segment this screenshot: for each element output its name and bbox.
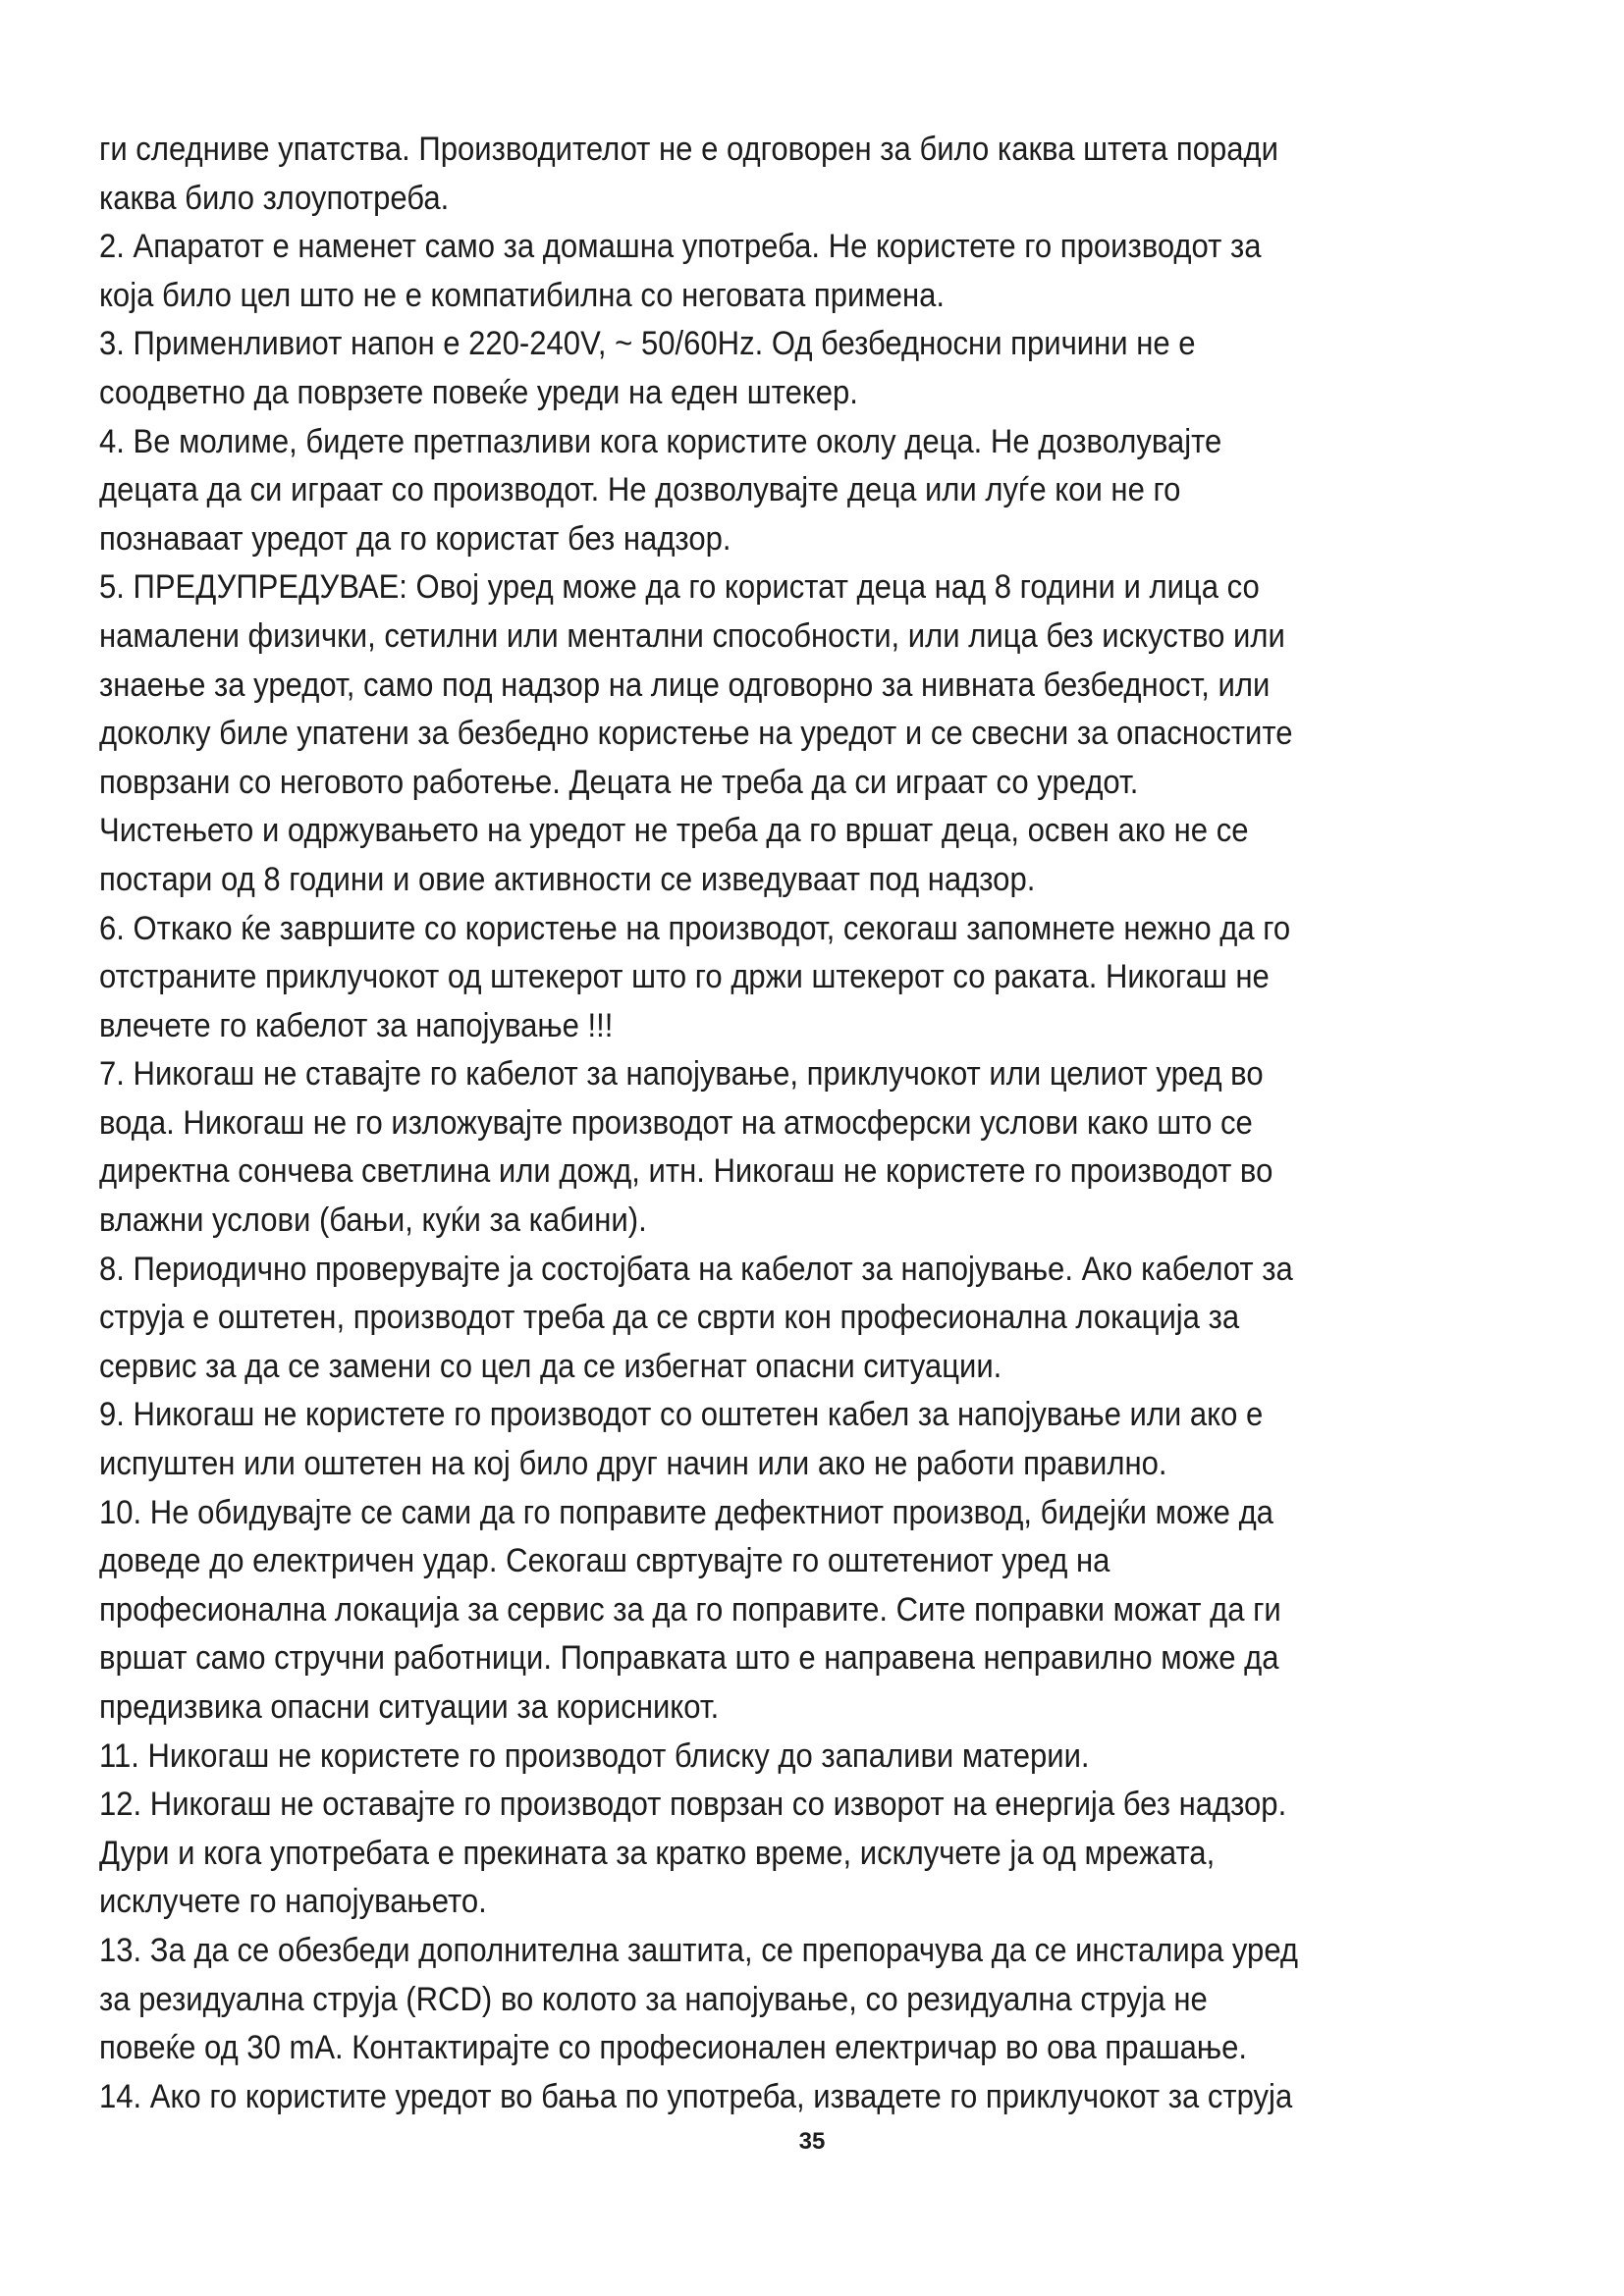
- text-line: влажни услови (бањи, куќи за кабини).: [99, 1201, 647, 1240]
- text-line: 9. Никогаш не користете го производот со оштетен кабел за напојување или ако е: [99, 1396, 1264, 1434]
- text-line: предизвика опасни ситуации за корисникот.: [99, 1688, 720, 1726]
- text-line: 2. Апаратот е наменет само за домашна употреба. Не користете го производот за: [99, 228, 1262, 266]
- text-line: децата да си играат со производот. Не дозволувајте деца или луѓе кои не го: [99, 471, 1181, 509]
- text-line: испуштен или оштетен на кој било друг начин или ако не работи правилно.: [99, 1445, 1167, 1483]
- text-line: која било цел што не е компатибилна со неговата примена.: [99, 276, 946, 314]
- text-line: 7. Никогаш не ставајте го кабелот за напојување, приклучокот или целиот уред во: [99, 1055, 1264, 1094]
- text-line: поврзани со неговото работење. Децата не треба да си играат со уредот.: [99, 763, 1139, 801]
- text-line: 14. Ако го користите уредот во бања по употреба, извадете го приклучокот за струја: [99, 2077, 1293, 2115]
- text-line: влечете го кабелот за напојување !!!: [99, 1006, 614, 1044]
- text-line: за резидуална струја (RCD) во колото за напојување, со резидуална струја не: [99, 1980, 1208, 2018]
- text-line: Дури и кога употребата е прекината за кратко време, исклучете ја од мрежата,: [99, 1834, 1216, 1872]
- text-line: 13. За да се обезбеди дополнителна заштита, се препорачува да се инсталира уред: [99, 1931, 1299, 1969]
- text-line: вршат само стручни работници. Поправката што е направена неправилно може да: [99, 1639, 1279, 1678]
- page-number: 35: [798, 2128, 826, 2155]
- text-line: 11. Никогаш не користете го производот блиску до запаливи материи.: [99, 1736, 1090, 1775]
- text-line: 6. Откако ќе завршите со користење на производот, секогаш запомнете нежно да го: [99, 909, 1291, 947]
- text-line: струја е оштетен, производот треба да се сврти кон професионална локација за: [99, 1299, 1240, 1337]
- text-line: познаваат уредот да го користат без надзор.: [99, 519, 731, 558]
- text-line: повеќе од 30 mA. Контактирајте со професионален електричар во ова прашање.: [99, 2029, 1248, 2067]
- text-line: 12. Никогаш не оставајте го производот поврзан со изворот на енергија без надзор.: [99, 1786, 1287, 1824]
- text-line: директна сончева светлина или дожд, итн. Никогаш не користете го производот во: [99, 1152, 1273, 1191]
- text-line: намалени физички, сетилни или ментални способности, или лица без искуство или: [99, 616, 1285, 655]
- text-line: професионална локација за сервис за да го поправите. Сите поправки можат да ги: [99, 1590, 1281, 1629]
- text-line: сервис за да се замени со цел да се избегнат опасни ситуации.: [99, 1347, 1002, 1385]
- text-line: знаење за уредот, само под надзор на лице одговорно за нивната безбедност, или: [99, 666, 1271, 704]
- text-line: 3. Применливиот напон е 220-240V, ~ 50/60Hz. Од безбедносни причини не е: [99, 325, 1196, 363]
- text-line: 10. Не обидувајте се сами да го поправите дефектниот производ, бидејќи може да: [99, 1493, 1273, 1531]
- text-line: 8. Периодично проверувајте ја состојбата на кабелот за напојување. Ако кабелот за: [99, 1250, 1293, 1288]
- instructions-text: [99, 126, 1389, 2121]
- text-line: доведе до електричен удар. Секогаш свртувајте го оштетениот уред на: [99, 1542, 1110, 1580]
- text-line: 5. ПРЕДУПРЕДУВАЕ: Овој уред може да го користат деца над 8 години и лица со: [99, 568, 1260, 607]
- text-line: каква било злоупотреба.: [99, 179, 450, 217]
- text-line: 4. Ве молиме, бидете претпазливи кога користите околу деца. Не дозволувајте: [99, 422, 1222, 460]
- text-line: постари од 8 години и овие активности се изведуваат под надзор.: [99, 860, 1036, 898]
- text-line: доколку биле упатени за безбедно користење на уредот и се свесни за опасностите: [99, 715, 1293, 753]
- text-line: отстраните приклучокот од штекерот што го држи штекерот со раката. Никогаш не: [99, 958, 1270, 996]
- text-line: вода. Никогаш не го изложувајте производот на атмосферски услови како што се: [99, 1103, 1253, 1142]
- text-line: исклучете го напојувањето.: [99, 1883, 487, 1921]
- text-line: ги следниве упатства. Производителот не е одговорен за било каква штета поради: [99, 131, 1278, 168]
- text-line: соодветно да поврзете повеќе уреди на еден штекер.: [99, 373, 858, 411]
- text-line: Чистењето и одржувањето на уредот не треба да го вршат деца, освен ако не се: [99, 812, 1249, 850]
